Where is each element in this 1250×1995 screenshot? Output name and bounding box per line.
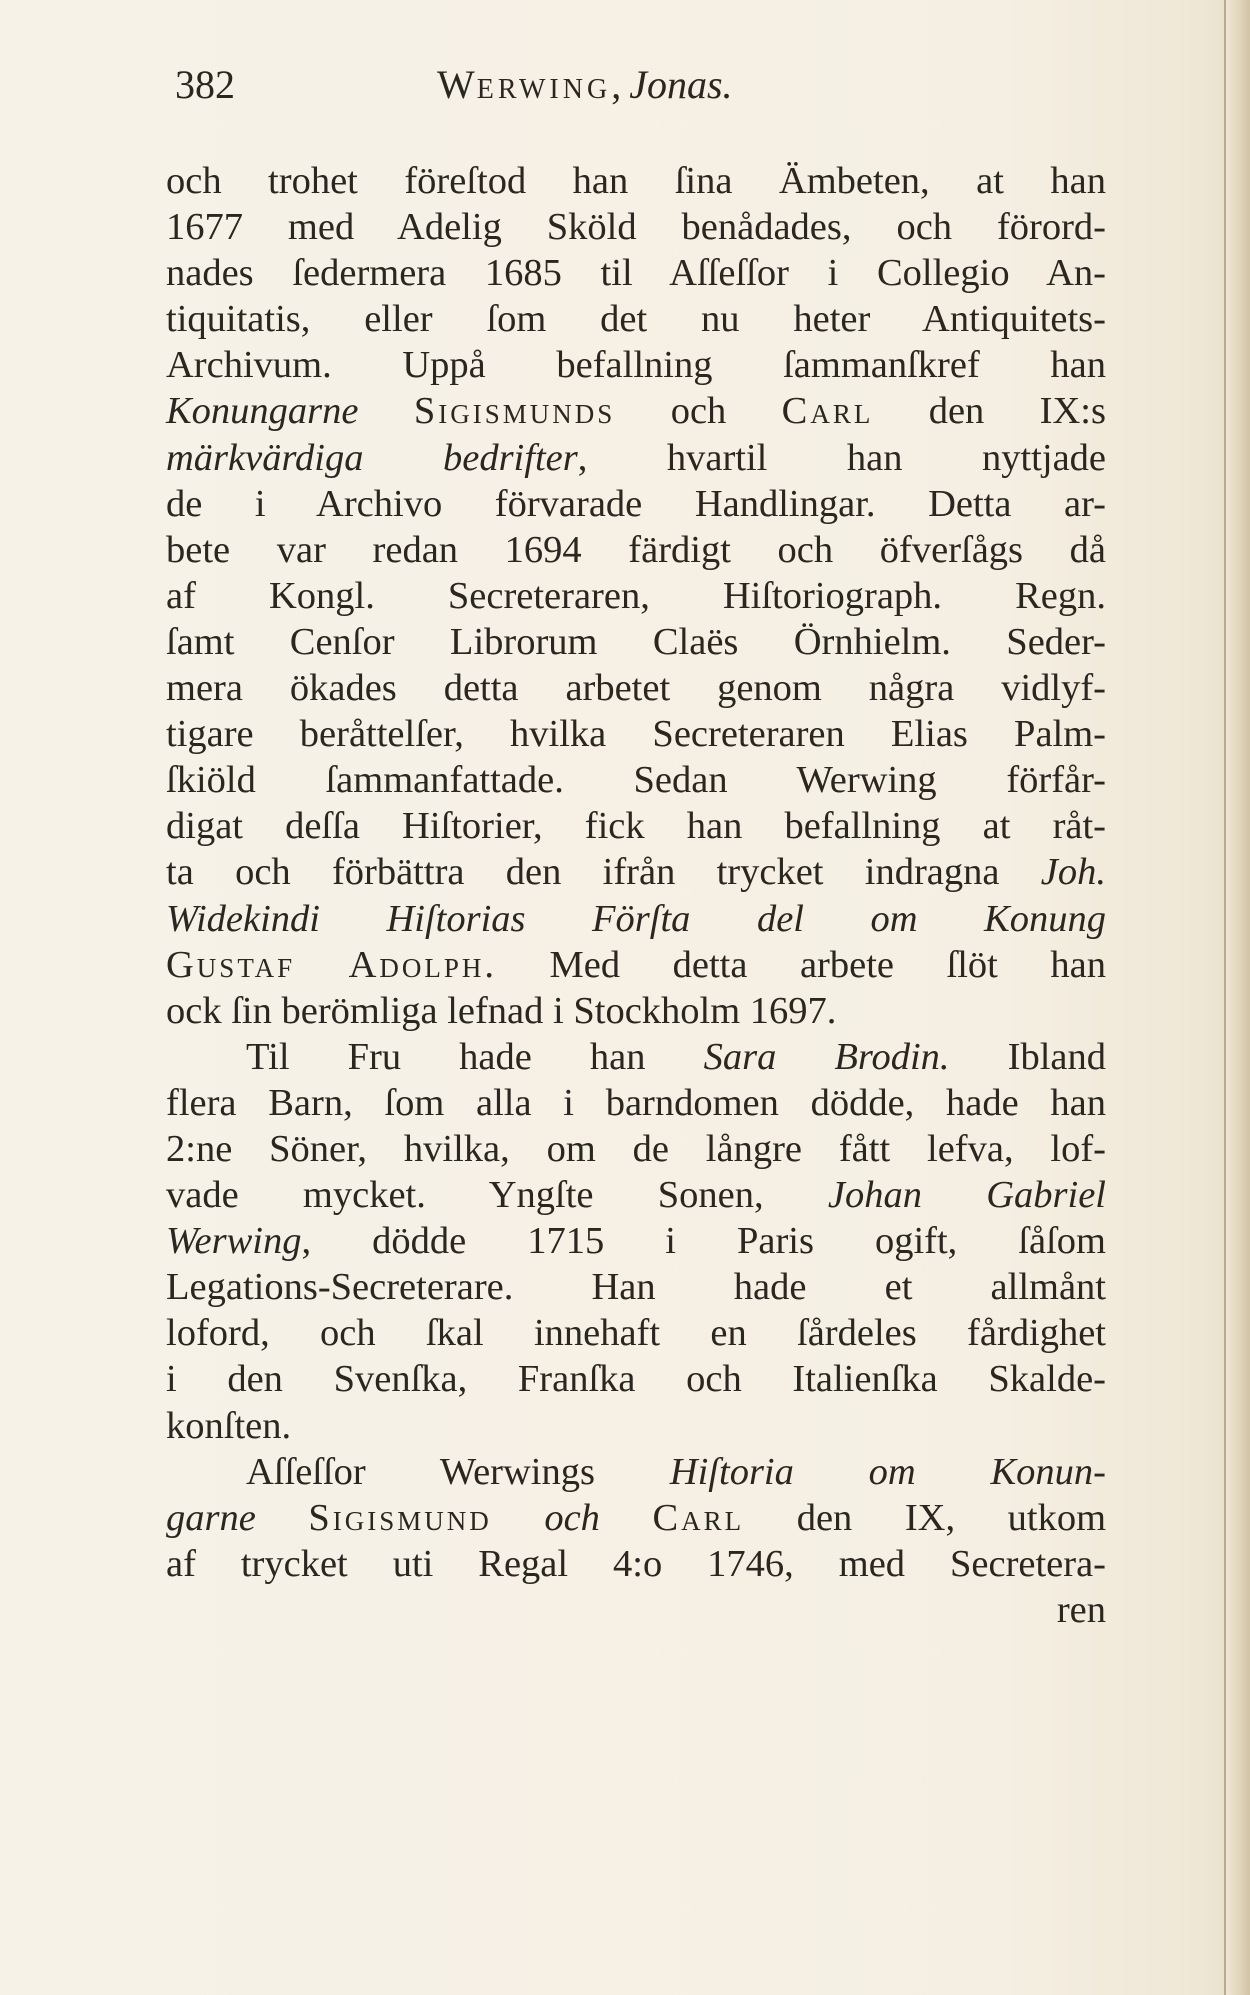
text-line — [166, 388, 1106, 434]
text-span: ta och förbättra den ifrån trycket indragna — [166, 851, 1000, 894]
text-line: flera Barn, ſom alla i barndomen dödde, hade han — [166, 1081, 1106, 1124]
text-line: nades ſedermera 1685 til Aſſeſſor i Collegio An- — [166, 252, 1106, 295]
text-span: och — [670, 390, 727, 433]
text-line: och trohet föreſtod han ſina Ämbeten, at han — [166, 160, 1106, 202]
page-edge — [1224, 0, 1250, 1995]
running-head-given: Jonas. — [629, 62, 733, 107]
text-line: mera ökades detta arbetet genom några vidlyf- — [166, 667, 1106, 710]
text-line: bete var redan 1694 färdigt och öfverſågs då — [166, 528, 1106, 571]
text-line — [166, 1034, 1106, 1080]
text-line: af Kongl. Secreteraren, Hiſtoriograph. Regn. — [166, 574, 1106, 617]
text-line: loford, och ſkal innehaft en ſårdeles fårdighet — [166, 1312, 1106, 1355]
small-caps-name: Carl — [652, 1496, 745, 1539]
small-caps-name: Sigismund — [308, 1496, 492, 1539]
text-line: 1677 med Adelig Sköld benådades, och förord- — [166, 206, 1106, 249]
text-span: , dödde 1715 i Paris ogift, ſåſom — [301, 1220, 1106, 1263]
running-head-rest: ERWING — [476, 74, 612, 105]
italic-text: och — [544, 1496, 600, 1539]
catchword: ren — [1056, 1588, 1106, 1631]
text-line: Widekindi Hiſtorias Förſta del om Konung — [166, 897, 1106, 940]
running-head-initial: W — [437, 62, 477, 107]
text-span: , hvartil han nyttjade — [577, 436, 1106, 479]
italic-text: märkvärdiga bedrifter — [166, 436, 578, 479]
text-line: digat deſſa Hiſtorier, fick han befallning at råt- — [166, 805, 1106, 848]
text-line — [166, 1172, 1106, 1218]
small-caps-name: Sigismunds — [413, 390, 616, 433]
italic-text: Konungarne — [166, 390, 359, 433]
page-number: 382 — [175, 62, 235, 107]
page-header — [175, 55, 1075, 115]
text-line: ſamt Cenſor Librorum Claës Örnhielm. Seder- — [166, 620, 1106, 663]
text-line: ock ſin berömliga lefnad i Stockholm 1697. — [166, 989, 837, 1032]
text-span: den IX:s — [928, 390, 1106, 433]
text-span: Til Fru hade han — [246, 1035, 646, 1078]
text-span: vade mycket. Yngſte Sonen, — [166, 1174, 764, 1217]
text-line: de i Archivo förvarade Handlingar. Detta ar- — [166, 482, 1106, 525]
text-line — [166, 849, 1106, 895]
italic-text: garne — [166, 1496, 256, 1539]
italic-text: Johan Gabriel — [827, 1174, 1107, 1217]
text-line: Legations-Secreterare. Han hade et allmånt — [166, 1266, 1106, 1309]
running-head-sep: , — [611, 62, 624, 107]
text-line — [166, 1495, 1106, 1541]
text-line: ſkiöld ſammanfattade. Sedan Werwing förfår- — [166, 759, 1106, 802]
text-line: i den Svenſka, Franſka och Italienſka Skalde- — [166, 1358, 1106, 1401]
small-caps-name: Gustaf Adolph. — [166, 943, 497, 986]
italic-text: Sara Brodin. — [703, 1035, 950, 1078]
text-line: tigare beråttelſer, hvilka Secreteraren Elias Palm- — [166, 713, 1106, 756]
text-line — [166, 1449, 1106, 1495]
text-line: konſten. — [166, 1404, 292, 1447]
text-span: Aſſeſſor Werwings — [246, 1450, 595, 1493]
small-caps-name: Carl — [781, 390, 874, 433]
text-span: den IX, utkom — [796, 1496, 1107, 1539]
italic-text: Werwing — [166, 1220, 302, 1263]
text-line: Archivum. Uppå befallning ſammanſkref han — [166, 344, 1106, 387]
running-head — [437, 61, 733, 108]
text-line: 2:ne Söner, hvilka, om de långre fått lefva, lof- — [166, 1127, 1106, 1170]
body-text — [166, 158, 1106, 1633]
italic-text: Hiſtoria om Konun- — [669, 1450, 1107, 1493]
text-line — [166, 435, 1106, 481]
text-span: Med detta arbete ſlöt han — [549, 943, 1106, 986]
text-line: tiquitatis, eller ſom det nu heter Antiquitets- — [166, 298, 1106, 341]
italic-text: Joh. — [1040, 851, 1106, 894]
text-line — [166, 1218, 1106, 1264]
text-line — [166, 942, 1106, 988]
text-span: Ibland — [1007, 1035, 1106, 1078]
text-line: af trycket uti Regal 4:o 1746, med Secretera- — [166, 1542, 1106, 1585]
